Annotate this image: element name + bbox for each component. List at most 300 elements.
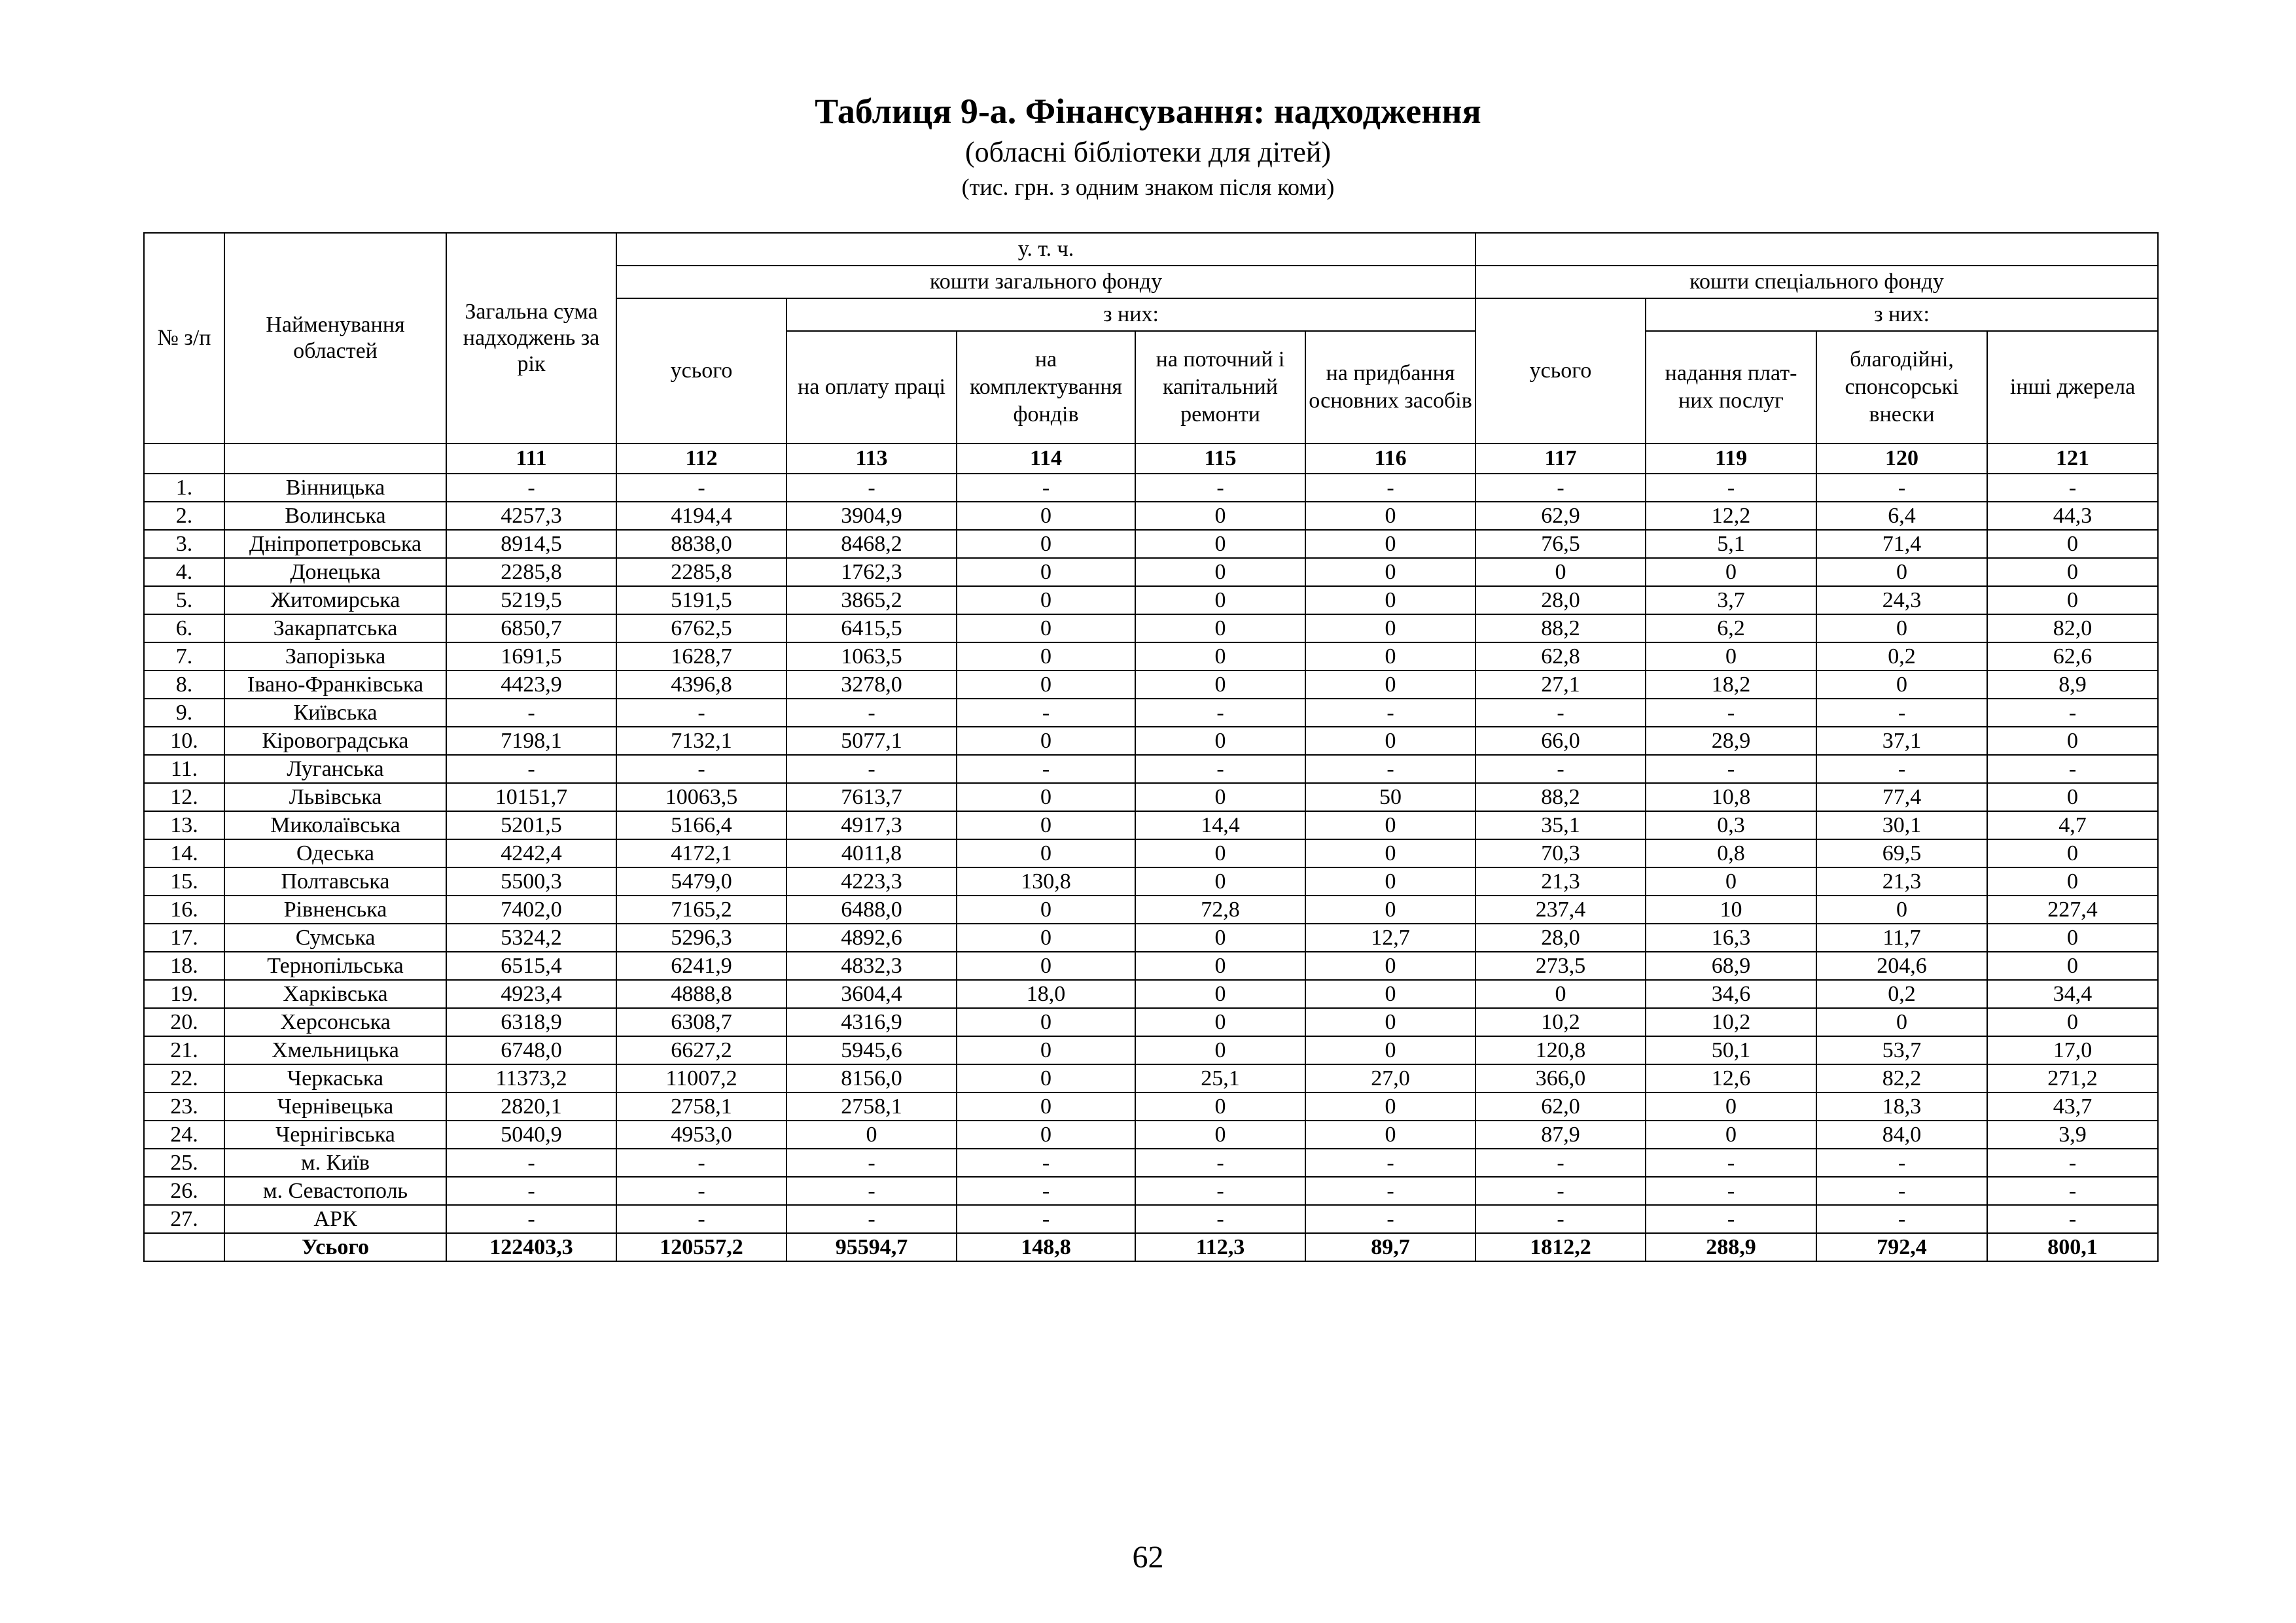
value-cell: 0 <box>1305 671 1475 699</box>
value-cell: 0 <box>957 896 1135 924</box>
value-cell: 2758,1 <box>786 1092 957 1121</box>
value-cell: 3865,2 <box>786 586 957 614</box>
region-name: Запорізька <box>224 642 446 671</box>
value-cell: 7198,1 <box>446 727 616 755</box>
value-cell: - <box>1646 755 1816 783</box>
table-row <box>144 642 2158 671</box>
value-cell: 3278,0 <box>786 671 957 699</box>
value-cell: - <box>957 699 1135 727</box>
value-cell: 24,3 <box>1816 586 1987 614</box>
value-cell: 2285,8 <box>446 558 616 586</box>
table-row <box>144 1064 2158 1092</box>
value-cell: - <box>1475 1149 1646 1177</box>
value-cell: 10,8 <box>1646 783 1816 811</box>
value-cell: 4011,8 <box>786 839 957 867</box>
value-cell: - <box>446 755 616 783</box>
value-cell: - <box>1475 699 1646 727</box>
value-cell: 10 <box>1646 896 1816 924</box>
value-cell: - <box>1987 699 2158 727</box>
table-row <box>144 924 2158 952</box>
value-cell: - <box>1475 755 1646 783</box>
financing-table <box>143 232 2159 1262</box>
value-cell: 0 <box>1987 727 2158 755</box>
value-cell: 0 <box>1305 642 1475 671</box>
column-code: 112 <box>616 444 786 474</box>
value-cell: 12,7 <box>1305 924 1475 952</box>
region-name: Закарпатська <box>224 614 446 642</box>
value-cell: 0 <box>1816 1008 1987 1036</box>
value-cell: 4423,9 <box>446 671 616 699</box>
total-value-cell: 122403,3 <box>446 1233 616 1261</box>
value-cell: - <box>1305 1205 1475 1233</box>
row-number: 12. <box>144 783 224 811</box>
value-cell: 6515,4 <box>446 952 616 980</box>
value-cell: 4,7 <box>1987 811 2158 839</box>
column-code: 120 <box>1816 444 1987 474</box>
value-cell: 87,9 <box>1475 1121 1646 1149</box>
value-cell: 4832,3 <box>786 952 957 980</box>
table-row <box>144 811 2158 839</box>
region-name: Дніпропетровська <box>224 530 446 558</box>
value-cell: 6762,5 <box>616 614 786 642</box>
value-cell: 2820,1 <box>446 1092 616 1121</box>
value-cell: 4257,3 <box>446 502 616 530</box>
value-cell: 0 <box>1646 1092 1816 1121</box>
value-cell: 2758,1 <box>616 1092 786 1121</box>
value-cell: 82,0 <box>1987 614 2158 642</box>
value-cell: - <box>616 1149 786 1177</box>
value-cell: 5191,5 <box>616 586 786 614</box>
value-cell: 0 <box>1987 924 2158 952</box>
value-cell: - <box>1816 699 1987 727</box>
value-cell: 6748,0 <box>446 1036 616 1064</box>
header-spec-total: усього <box>1475 298 1646 444</box>
value-cell: 88,2 <box>1475 614 1646 642</box>
region-name: Івано-Франківська <box>224 671 446 699</box>
row-number: 1. <box>144 474 224 502</box>
value-cell: 0 <box>1305 1008 1475 1036</box>
value-cell: - <box>1475 474 1646 502</box>
table-row <box>144 1177 2158 1205</box>
value-cell: 0 <box>1475 558 1646 586</box>
value-cell: 7402,0 <box>446 896 616 924</box>
value-cell: 8914,5 <box>446 530 616 558</box>
value-cell: - <box>1816 1177 1987 1205</box>
value-cell: 0 <box>1135 586 1305 614</box>
value-cell: 3,7 <box>1646 586 1816 614</box>
value-cell: 0 <box>1816 896 1987 924</box>
value-cell: - <box>957 755 1135 783</box>
value-cell: 8,9 <box>1987 671 2158 699</box>
value-cell: 82,2 <box>1816 1064 1987 1092</box>
value-cell: 10151,7 <box>446 783 616 811</box>
value-cell: 21,3 <box>1816 867 1987 896</box>
region-name: м. Київ <box>224 1149 446 1177</box>
value-cell: 28,9 <box>1646 727 1816 755</box>
header-gen-salary: на оплату праці <box>786 331 957 444</box>
value-cell: - <box>1816 474 1987 502</box>
value-cell: - <box>957 1149 1135 1177</box>
value-cell: - <box>1305 755 1475 783</box>
row-number: 16. <box>144 896 224 924</box>
value-cell: 0 <box>1987 558 2158 586</box>
total-value-cell: 112,3 <box>1135 1233 1305 1261</box>
column-code: 115 <box>1135 444 1305 474</box>
table-row <box>144 614 2158 642</box>
total-number-cell <box>144 1233 224 1261</box>
value-cell: 120,8 <box>1475 1036 1646 1064</box>
row-number: 13. <box>144 811 224 839</box>
value-cell: 0 <box>957 502 1135 530</box>
value-cell: 0 <box>1305 980 1475 1008</box>
row-number: 11. <box>144 755 224 783</box>
row-number: 18. <box>144 952 224 980</box>
header-gen-total: усього <box>616 298 786 444</box>
row-number: 8. <box>144 671 224 699</box>
value-cell: - <box>1135 755 1305 783</box>
region-name: Вінницька <box>224 474 446 502</box>
header-spec-other: інші джерела <box>1987 331 2158 444</box>
value-cell: - <box>1475 1205 1646 1233</box>
value-cell: - <box>1816 755 1987 783</box>
value-cell: 0 <box>1816 614 1987 642</box>
value-cell: 37,1 <box>1816 727 1987 755</box>
code-cell-empty <box>224 444 446 474</box>
value-cell: 5219,5 <box>446 586 616 614</box>
total-value-cell: 120557,2 <box>616 1233 786 1261</box>
header-total-year: Загальна сума надходжень за рік <box>446 233 616 444</box>
value-cell: 237,4 <box>1475 896 1646 924</box>
value-cell: 1628,7 <box>616 642 786 671</box>
value-cell: 72,8 <box>1135 896 1305 924</box>
value-cell: 4223,3 <box>786 867 957 896</box>
value-cell: - <box>1987 755 2158 783</box>
region-name: Харківська <box>224 980 446 1008</box>
row-number: 22. <box>144 1064 224 1092</box>
value-cell: 12,2 <box>1646 502 1816 530</box>
table-row <box>144 1205 2158 1233</box>
column-code: 121 <box>1987 444 2158 474</box>
value-cell: 0 <box>957 671 1135 699</box>
row-number: 7. <box>144 642 224 671</box>
column-code: 113 <box>786 444 957 474</box>
value-cell: - <box>1135 474 1305 502</box>
value-cell: 10,2 <box>1646 1008 1816 1036</box>
value-cell: 6,2 <box>1646 614 1816 642</box>
value-cell: 30,1 <box>1816 811 1987 839</box>
total-value-cell: 1812,2 <box>1475 1233 1646 1261</box>
header-spec-of-them: з них: <box>1646 298 2158 331</box>
row-number: 9. <box>144 699 224 727</box>
value-cell: - <box>1305 1177 1475 1205</box>
value-cell: 0,2 <box>1816 642 1987 671</box>
table-row <box>144 1121 2158 1149</box>
value-cell: 21,3 <box>1475 867 1646 896</box>
header-gen-stock: на комплектування фондів <box>957 331 1135 444</box>
value-cell: 0 <box>1135 1036 1305 1064</box>
header-empty <box>1475 233 2158 266</box>
value-cell: 0 <box>1475 980 1646 1008</box>
value-cell: 0 <box>957 1036 1135 1064</box>
value-cell: - <box>1646 1149 1816 1177</box>
value-cell: 8468,2 <box>786 530 957 558</box>
value-cell: 0 <box>957 530 1135 558</box>
value-cell: - <box>616 474 786 502</box>
total-label: Усього <box>224 1233 446 1261</box>
region-name: АРК <box>224 1205 446 1233</box>
row-number: 24. <box>144 1121 224 1149</box>
header-gen-of-them: з них: <box>786 298 1475 331</box>
region-name: Рівненська <box>224 896 446 924</box>
region-name: Чернівецька <box>224 1092 446 1121</box>
table-row <box>144 699 2158 727</box>
value-cell: 0 <box>1135 952 1305 980</box>
table-row <box>144 558 2158 586</box>
region-name: Луганська <box>224 755 446 783</box>
row-number: 2. <box>144 502 224 530</box>
value-cell: 6850,7 <box>446 614 616 642</box>
value-cell: 0 <box>1135 924 1305 952</box>
value-cell: 53,7 <box>1816 1036 1987 1064</box>
value-cell: - <box>957 474 1135 502</box>
value-cell: 0 <box>786 1121 957 1149</box>
value-cell: - <box>1987 474 2158 502</box>
value-cell: - <box>957 1205 1135 1233</box>
value-cell: - <box>616 1205 786 1233</box>
value-cell: 0 <box>1135 783 1305 811</box>
value-cell: 0 <box>1816 558 1987 586</box>
column-codes-row <box>144 444 2158 474</box>
header-incl: у. т. ч. <box>616 233 1475 266</box>
total-value-cell: 288,9 <box>1646 1233 1816 1261</box>
row-number: 27. <box>144 1205 224 1233</box>
value-cell: 204,6 <box>1816 952 1987 980</box>
value-cell: - <box>1475 1177 1646 1205</box>
value-cell: - <box>446 1205 616 1233</box>
value-cell: - <box>1305 1149 1475 1177</box>
value-cell: 0 <box>957 839 1135 867</box>
value-cell: - <box>446 1149 616 1177</box>
value-cell: 0 <box>1135 980 1305 1008</box>
row-number: 25. <box>144 1149 224 1177</box>
value-cell: 6318,9 <box>446 1008 616 1036</box>
value-cell: 69,5 <box>1816 839 1987 867</box>
value-cell: 0 <box>1135 558 1305 586</box>
table-row <box>144 952 2158 980</box>
region-name: Волинська <box>224 502 446 530</box>
value-cell: 6241,9 <box>616 952 786 980</box>
value-cell: 0 <box>1987 586 2158 614</box>
value-cell: 5201,5 <box>446 811 616 839</box>
value-cell: 0 <box>1305 1092 1475 1121</box>
value-cell: 0 <box>1646 558 1816 586</box>
value-cell: 0 <box>1135 1092 1305 1121</box>
column-code: 119 <box>1646 444 1816 474</box>
value-cell: 0 <box>1135 502 1305 530</box>
row-number: 23. <box>144 1092 224 1121</box>
value-cell: 88,2 <box>1475 783 1646 811</box>
value-cell: 62,9 <box>1475 502 1646 530</box>
value-cell: 5479,0 <box>616 867 786 896</box>
value-cell: 4953,0 <box>616 1121 786 1149</box>
value-cell: 28,0 <box>1475 586 1646 614</box>
value-cell: 71,4 <box>1816 530 1987 558</box>
header-general-fund: кошти загального фонду <box>616 266 1475 298</box>
value-cell: 18,3 <box>1816 1092 1987 1121</box>
value-cell: - <box>446 474 616 502</box>
value-cell: - <box>1135 1177 1305 1205</box>
table-row <box>144 1036 2158 1064</box>
value-cell: 0 <box>957 1092 1135 1121</box>
value-cell: 0 <box>1305 811 1475 839</box>
value-cell: 4888,8 <box>616 980 786 1008</box>
value-cell: 17,0 <box>1987 1036 2158 1064</box>
value-cell: 0 <box>1646 642 1816 671</box>
total-row <box>144 1233 2158 1261</box>
value-cell: 28,0 <box>1475 924 1646 952</box>
value-cell: 27,1 <box>1475 671 1646 699</box>
value-cell: - <box>786 755 957 783</box>
value-cell: 5324,2 <box>446 924 616 952</box>
value-cell: 0,2 <box>1816 980 1987 1008</box>
region-name: Сумська <box>224 924 446 952</box>
row-number: 19. <box>144 980 224 1008</box>
table-row <box>144 867 2158 896</box>
value-cell: 0 <box>1135 839 1305 867</box>
value-cell: 7165,2 <box>616 896 786 924</box>
value-cell: - <box>616 1177 786 1205</box>
value-cell: 0 <box>1305 1121 1475 1149</box>
code-cell-empty <box>144 444 224 474</box>
region-name: Львівська <box>224 783 446 811</box>
value-cell: 271,2 <box>1987 1064 2158 1092</box>
value-cell: 16,3 <box>1646 924 1816 952</box>
units-note: (тис. грн. з одним знаком після коми) <box>961 174 1335 200</box>
value-cell: 3604,4 <box>786 980 957 1008</box>
table-row <box>144 1092 2158 1121</box>
value-cell: 7613,7 <box>786 783 957 811</box>
value-cell: - <box>1646 1205 1816 1233</box>
row-number: 15. <box>144 867 224 896</box>
value-cell: - <box>786 1149 957 1177</box>
table-row <box>144 671 2158 699</box>
value-cell: 0 <box>957 1121 1135 1149</box>
table-row <box>144 755 2158 783</box>
value-cell: 0 <box>1135 867 1305 896</box>
value-cell: - <box>1646 1177 1816 1205</box>
value-cell: 1063,5 <box>786 642 957 671</box>
value-cell: 4316,9 <box>786 1008 957 1036</box>
table-row <box>144 980 2158 1008</box>
value-cell: 0 <box>1135 1008 1305 1036</box>
value-cell: 273,5 <box>1475 952 1646 980</box>
value-cell: 34,4 <box>1987 980 2158 1008</box>
region-name: Житомирська <box>224 586 446 614</box>
value-cell: 130,8 <box>957 867 1135 896</box>
value-cell: 0 <box>1305 586 1475 614</box>
value-cell: 0 <box>957 952 1135 980</box>
value-cell: 12,6 <box>1646 1064 1816 1092</box>
value-cell: 35,1 <box>1475 811 1646 839</box>
value-cell: 18,0 <box>957 980 1135 1008</box>
header-spec-charity: благодійні, спонсорські внески <box>1816 331 1987 444</box>
value-cell: - <box>786 699 957 727</box>
value-cell: 0 <box>957 558 1135 586</box>
value-cell: - <box>1305 699 1475 727</box>
row-number: 6. <box>144 614 224 642</box>
value-cell: - <box>1135 1149 1305 1177</box>
region-name: Херсонська <box>224 1008 446 1036</box>
value-cell: 366,0 <box>1475 1064 1646 1092</box>
value-cell: 70,3 <box>1475 839 1646 867</box>
table-body <box>144 474 2158 1261</box>
row-number: 14. <box>144 839 224 867</box>
row-number: 5. <box>144 586 224 614</box>
header-spec-paid: надання плат-них послуг <box>1646 331 1816 444</box>
value-cell: - <box>616 699 786 727</box>
column-code: 114 <box>957 444 1135 474</box>
total-value-cell: 792,4 <box>1816 1233 1987 1261</box>
value-cell: 4172,1 <box>616 839 786 867</box>
row-number: 4. <box>144 558 224 586</box>
page-subtitle: (обласні бібліотеки для дітей) <box>964 136 1332 168</box>
value-cell: 227,4 <box>1987 896 2158 924</box>
value-cell: 0 <box>1305 952 1475 980</box>
region-name: Полтавська <box>224 867 446 896</box>
value-cell: 0 <box>957 642 1135 671</box>
row-number: 26. <box>144 1177 224 1205</box>
value-cell: 0 <box>1987 952 2158 980</box>
value-cell: 8156,0 <box>786 1064 957 1092</box>
region-name: Донецька <box>224 558 446 586</box>
value-cell: 0 <box>1816 671 1987 699</box>
value-cell: 0 <box>957 614 1135 642</box>
value-cell: 62,0 <box>1475 1092 1646 1121</box>
value-cell: 50 <box>1305 783 1475 811</box>
value-cell: 0 <box>1987 1008 2158 1036</box>
region-name: Одеська <box>224 839 446 867</box>
value-cell: 0 <box>957 783 1135 811</box>
header-num: № з/п <box>144 233 224 444</box>
value-cell: 77,4 <box>1816 783 1987 811</box>
value-cell: - <box>446 1177 616 1205</box>
row-number: 17. <box>144 924 224 952</box>
row-number: 3. <box>144 530 224 558</box>
value-cell: 0 <box>1135 614 1305 642</box>
value-cell: 10,2 <box>1475 1008 1646 1036</box>
value-cell: 6308,7 <box>616 1008 786 1036</box>
value-cell: 0 <box>957 586 1135 614</box>
column-code: 111 <box>446 444 616 474</box>
value-cell: 0 <box>1135 671 1305 699</box>
region-name: Київська <box>224 699 446 727</box>
value-cell: 0 <box>1135 530 1305 558</box>
value-cell: 14,4 <box>1135 811 1305 839</box>
value-cell: 4917,3 <box>786 811 957 839</box>
total-value-cell: 89,7 <box>1305 1233 1475 1261</box>
total-value-cell: 148,8 <box>957 1233 1135 1261</box>
table-row <box>144 1008 2158 1036</box>
region-name: Черкаська <box>224 1064 446 1092</box>
value-cell: 0 <box>1987 530 2158 558</box>
value-cell: 0 <box>1305 896 1475 924</box>
value-cell: 0 <box>1987 783 2158 811</box>
value-cell: - <box>1816 1149 1987 1177</box>
value-cell: 0,3 <box>1646 811 1816 839</box>
value-cell: - <box>1987 1205 2158 1233</box>
value-cell: 0 <box>1305 1036 1475 1064</box>
value-cell: - <box>1305 474 1475 502</box>
